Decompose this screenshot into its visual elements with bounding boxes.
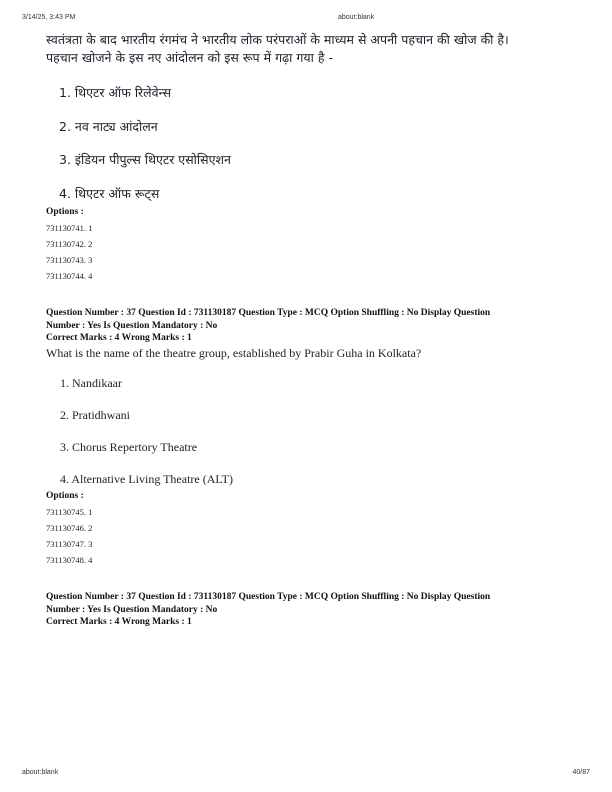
question-37-meta-line-2: Number : Yes Is Question Mandatory : No: [46, 320, 218, 331]
question-37-text: What is the name of the theatre group, established by Prabir Guha in Kolkata?: [46, 346, 422, 360]
question-36-option-1: 1. थिएटर ऑफ रिलेवेन्स: [59, 85, 172, 100]
question-36-option-id-1: 731130741. 1: [46, 223, 93, 233]
question-37-options-label: Options :: [46, 491, 84, 501]
question-37-repeat-meta-line-1: Question Number : 37 Question Id : 731130187 Question Type : MCQ Option Shuffling : No Display Question: [46, 592, 491, 602]
question-37-option-4: 4. Alternative Living Theatre (ALT): [60, 472, 233, 486]
question-36-option-2: 2. नव नाट्य आंदोलन: [59, 119, 158, 134]
print-datetime: 3/14/25, 3:43 PM: [22, 14, 76, 21]
question-36-text-line-2: पहचान खोजने के इस नए आंदोलन को इस रूप में गढ़ा गया है -: [46, 50, 333, 65]
question-37-option-3: 3. Chorus Repertory Theatre: [60, 440, 198, 454]
question-37-option-2: 2. Pratidhwani: [60, 408, 130, 422]
question-36-options-label: Options :: [46, 207, 84, 217]
question-37-repeat-marks: Correct Marks : 4 Wrong Marks : 1: [46, 617, 192, 627]
question-36-option-3: 3. इंडियन पीपुल्स थिएटर एसोसिएशन: [59, 152, 231, 167]
question-36-option-id-4: 731130744. 4: [46, 271, 93, 281]
question-37-repeat-meta: [46, 591, 576, 629]
question-37-option-id-2: 731130746. 2: [46, 523, 93, 533]
question-37-meta-line-1: Question Number : 37 Question Id : 731130187 Question Type : MCQ Option Shuffling : No Display Question: [46, 308, 491, 318]
question-36-option-id-3: 731130743. 3: [46, 255, 93, 265]
print-footer-url: about:blank: [22, 769, 59, 776]
question-36-text-line-1: स्वतंत्रता के बाद भारतीय रंगमंच ने भारतीय लोक परंपराओं के माध्यम से अपनी पहचान की खोज की है।: [46, 32, 509, 47]
question-37-option-id-4: 731130748. 4: [46, 555, 93, 565]
question-36-option-4: 4. थिएटर ऑफ रूट्स: [59, 186, 160, 201]
question-37-repeat-meta-line-2: Number : Yes Is Question Mandatory : No: [46, 604, 218, 615]
question-37-option-id-3: 731130747. 3: [46, 539, 93, 549]
question-37-option-id-1: 731130745. 1: [46, 507, 93, 517]
print-page-number: 40/87: [572, 769, 590, 776]
print-page-title: about:blank: [338, 14, 375, 21]
question-36-option-id-2: 731130742. 2: [46, 239, 93, 249]
question-37-meta: [46, 307, 576, 345]
question-36-text: [46, 31, 586, 67]
question-37-option-1: 1. Nandikaar: [60, 376, 122, 390]
question-37-marks: Correct Marks : 4 Wrong Marks : 1: [46, 333, 192, 343]
